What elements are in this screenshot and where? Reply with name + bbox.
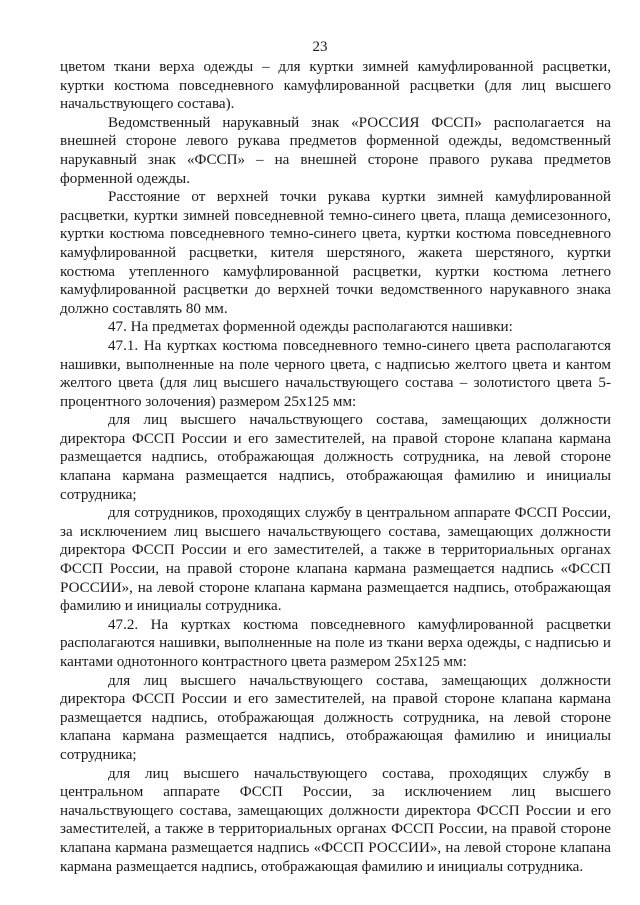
paragraph-47-1-staff: для сотрудников, проходящих службу в центральном аппарате ФССП России, за исключением лиц высшего начальствующего состава, замещающих должности директора ФССП России и его заместителей, а также в территориальных органах ФССП России, на правой стороне клапана кармана размещается надпись «ФССП РОССИИ», на левой стороне клапана кармана размещается надпись, отображающая фамилию и инициалы сотрудника.: [60, 505, 611, 615]
paragraph-item-47-1: 47.1. На куртках костюма повседневного темно-синего цвета располагаются нашивки, выполненные на поле черного цвета, с надписью желтого цвета и кантом желтого цвета (для лиц высшего начальствующего состава – золотистого цвета 5-процентного золочения) размером 25х125 мм:: [60, 337, 611, 410]
paragraph-47-1-senior: для лиц высшего начальствующего состава, замещающих должности директора ФССП России и его заместителей, на правой стороне клапана кармана размещается надпись, отображающая должность сотрудника, на левой стороне клапана кармана размещается надпись, отображающая фамилию и инициалы сотрудника;: [60, 412, 611, 503]
paragraph-continuation: цветом ткани верха одежды – для куртки зимней камуфлированной расцветки, куртки костюма повседневного камуфлированной расцветки (для лиц высшего начальствующего состава).: [60, 59, 611, 113]
paragraph-47-2-central: для лиц высшего начальствующего состава, проходящих службу в центральном аппарате ФССП России, за исключением лиц высшего начальствующего состава, замещающих должности директора ФССП России и его заместителей, а также в территориальных органах ФССП России, на правой стороне клапана кармана размещается надпись «ФССП РОССИИ», на левой стороне клапана кармана размещается надпись, отображающая фамилию и инициалы сотрудника.: [60, 765, 611, 875]
paragraph-item-47-2: 47.2. На куртках костюма повседневного камуфлированной расцветки располагаются нашивки, выполненные на поле из ткани верха одежды, с надписью и кантами однотонного контрастного цвета размером 25х125 мм:: [60, 616, 611, 670]
document-body: [60, 58, 611, 876]
paragraph-sleeve-badges: Ведомственный нарукавный знак «РОССИЯ ФССП» располагается на внешней стороне левого рукава предметов форменной одежды, ведомственный нарукавный знак «ФССП» – на внешней стороне правого рукава предметов форменной одежды.: [60, 114, 611, 187]
paragraph-badge-distance: Расстояние от верхней точки рукава куртки зимней камуфлированной расцветки, куртки зимней повседневной темно-синего цвета, плаща демисезонного, куртки костюма повседневного темно-синего цвета, куртки костюма повседневного камуфлированной расцветки, кителя шерстяного, жакета шерстяного, куртки костюма утепленного камуфлированной расцветки, куртки костюма летнего камуфлированной расцветки до верхней точки ведомственного нарукавного знака должно составлять 80 мм.: [60, 189, 611, 317]
paragraph-item-47: 47. На предметах форменной одежды располагаются нашивки:: [108, 319, 513, 336]
page-number: 23: [312, 39, 328, 55]
paragraph-47-2-senior: для лиц высшего начальствующего состава, замещающих должности директора ФССП России и его заместителей, на правой стороне клапана кармана размещается надпись, отображающая должность сотрудника, на левой стороне клапана кармана размещается надпись, отображающая фамилию и инициалы сотрудника;: [60, 672, 611, 763]
